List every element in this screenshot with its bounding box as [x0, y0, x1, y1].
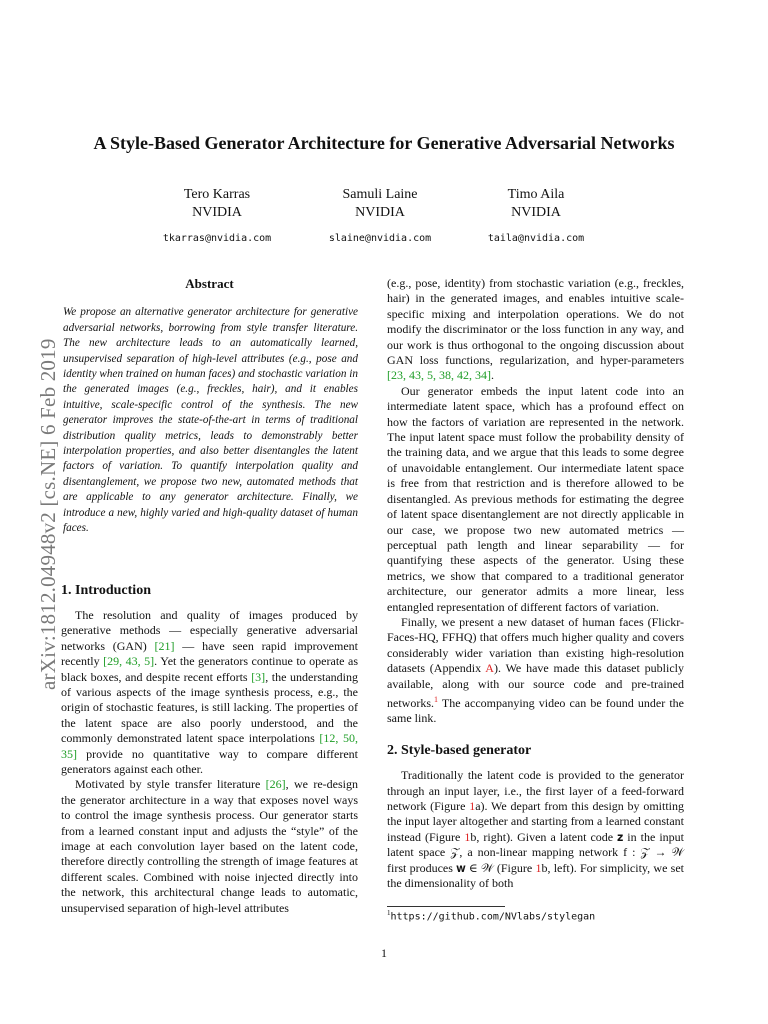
body-paragraph — [387, 276, 684, 384]
text-run: . Yet the generators continue to operate as black boxes, and despite recent efforts — [61, 654, 358, 684]
footnote-mark: 1 — [387, 909, 391, 917]
figure-link[interactable]: 1 — [464, 829, 471, 844]
text-run: provide no quantitative way to compare different generators against each other. — [61, 746, 358, 776]
author-name: Tero Karras — [183, 187, 251, 202]
text-run: Motivated by style transfer literature — [75, 777, 266, 792]
citation-link[interactable]: [29, 43, 5] — [103, 654, 155, 669]
paper-title: A Style-Based Generator Architecture for Generative Adversarial Networks — [93, 133, 675, 153]
text-run: , the understanding of various aspects of the image synthesis process, e.g., the origin of stochastic features, is still lacking. The properties of the latent space are also poorly understood, and the commonly demonstrated latent space interpolations — [61, 669, 358, 746]
citation-link[interactable]: [12, 50, 35] — [61, 731, 359, 761]
author-email[interactable]: slaine@nvidia.com — [328, 233, 432, 244]
page-number: 1 — [381, 946, 387, 960]
author-block — [290, 186, 470, 248]
intro-paragraph — [61, 777, 358, 916]
citation-link[interactable]: [3] — [251, 669, 266, 684]
citation-link[interactable]: [26] — [265, 777, 286, 792]
section-heading-introduction: 1. Introduction — [61, 582, 151, 598]
citation-link[interactable]: [23, 43, 5, 38, 42, 34] — [387, 368, 491, 383]
right-column — [387, 276, 684, 891]
text-run: ). We have made this dataset publicly available, along with our source code and pre-trained networks. — [387, 661, 684, 710]
author-email[interactable]: taila@nvidia.com — [487, 233, 585, 244]
footnote-marker[interactable]: 1 — [434, 694, 438, 704]
footnote-url[interactable]: https://github.com/NVlabs/stylegan — [390, 911, 596, 923]
text-run: , we re-design the generator architecture in a way that exposes novel ways to control the image synthesis process. Our generator starts from a learned constant input and adjusts the “style” of the image at each convolution layer based on the latent code, therefore directly controlling the strength of image features at different scales. Combined with noise injected directly into the network, this architectural change leads to automatic, unsupervised separation of high-level attributes — [61, 777, 358, 915]
text-run: Finally, we present a new dataset of human faces (Flickr-Faces-HQ, FFHQ) that offers much higher quality and covers considerably wider variation than existing high-resolution datasets (Appendix — [387, 614, 684, 676]
figure-link[interactable]: 1 — [469, 799, 476, 813]
author-email[interactable]: tkarras@nvidia.com — [162, 233, 272, 244]
text-run: — have seen rapid improvement recently — [61, 638, 358, 669]
left-column — [61, 276, 358, 916]
text-run: The accompanying video can be found under the same link. — [387, 695, 684, 726]
intro-paragraph — [61, 608, 358, 777]
figure-link[interactable]: 1 — [535, 860, 542, 875]
text-run: . — [491, 368, 494, 383]
citation-link[interactable]: [21] — [154, 638, 175, 653]
text-run: The resolution and quality of images produced by generative methods — especially generative adversarial networks (GAN) — [61, 607, 358, 653]
abstract-heading: Abstract — [185, 276, 234, 291]
body-paragraph — [387, 768, 684, 891]
appendix-link[interactable]: A — [485, 661, 494, 676]
text-run: (e.g., pose, identity) from stochastic variation (e.g., freckles, hair) in the generated images, and enables intuitive scale-specific mixing and interpolation operations. We do not modify the discriminator or the loss function in any way, and our work is thus orthogonal to the ongoing discussion about GAN loss functions, regularization, and hyper-parameters — [387, 276, 684, 368]
author-affiliation: NVIDIA — [192, 205, 242, 220]
body-paragraph — [387, 615, 684, 727]
footnote-divider — [387, 906, 505, 907]
text-run: b, right). Given a latent code 𝐳 in the input latent space 𝒵, a non-linear mapping network f : 𝒵 → 𝒲 first produces 𝐰 ∈ 𝒲 (Figure — [387, 829, 684, 875]
author-block — [127, 186, 307, 248]
text-run: b, left). For simplicity, we set the dimensionality of both — [387, 860, 684, 891]
body-paragraph: Our generator embeds the input latent code into an intermediate latent space, which has a profound effect on how the factors of variation are represented in the network. The input latent space must follow the probability density of the training data, and we argue that this leads to some degree of unavoidable entanglement. Our intermediate latent space is free from that restriction and is therefore allowed to be disentangled. As previous methods for estimating the degree of latent space disentanglement are not directly applicable in our case, we propose two new automated metrics — perceptual path length and linear separability — for quantifying these aspects of the generator. Using these metrics, we show that compared to a traditional generator architecture, our generator admits a more linear, less entangled representation of different factors of variation. — [387, 383, 684, 614]
author-affiliation: NVIDIA — [511, 205, 561, 220]
section-heading-style-based-generator: 2. Style-based generator — [387, 742, 532, 758]
arxiv-stamp: arXiv:1812.04948v2 [cs.NE] 6 Feb 2019 — [36, 338, 60, 690]
author-block — [446, 186, 626, 248]
text-run: Traditionally the latent code is provided to the generator through an input layer, i.e., the first layer of a feed-forward network (Figure — [387, 768, 684, 813]
footnote — [387, 909, 595, 922]
author-name: Samuli Laine — [342, 187, 418, 202]
abstract-text: We propose an alternative generator architecture for generative adversarial networks, borrowing from style transfer literature. The new architecture leads to an automatically learned, unsupervised separation of high-level attributes (e.g., pose and identity when trained on human faces) and stochastic variation in the generated images (e.g., freckles, hair), and it enables intuitive, scale-specific control of the synthesis. The new generator improves the state-of-the-art in terms of traditional distribution quality metrics, leads to demonstrably better interpolation properties, and also better disentangles the latent factors of variation. To quantify interpolation quality and disentanglement, we propose two new, automated methods that are applicable to any generator architecture. Finally, we introduce a new, highly varied and high-quality dataset of human faces. — [63, 306, 358, 535]
author-name: Timo Aila — [507, 187, 565, 202]
author-affiliation: NVIDIA — [355, 205, 405, 220]
text-run: a). We depart from this design by omitting the input layer altogether and starting from a learned constant instead (Figure — [387, 799, 684, 844]
